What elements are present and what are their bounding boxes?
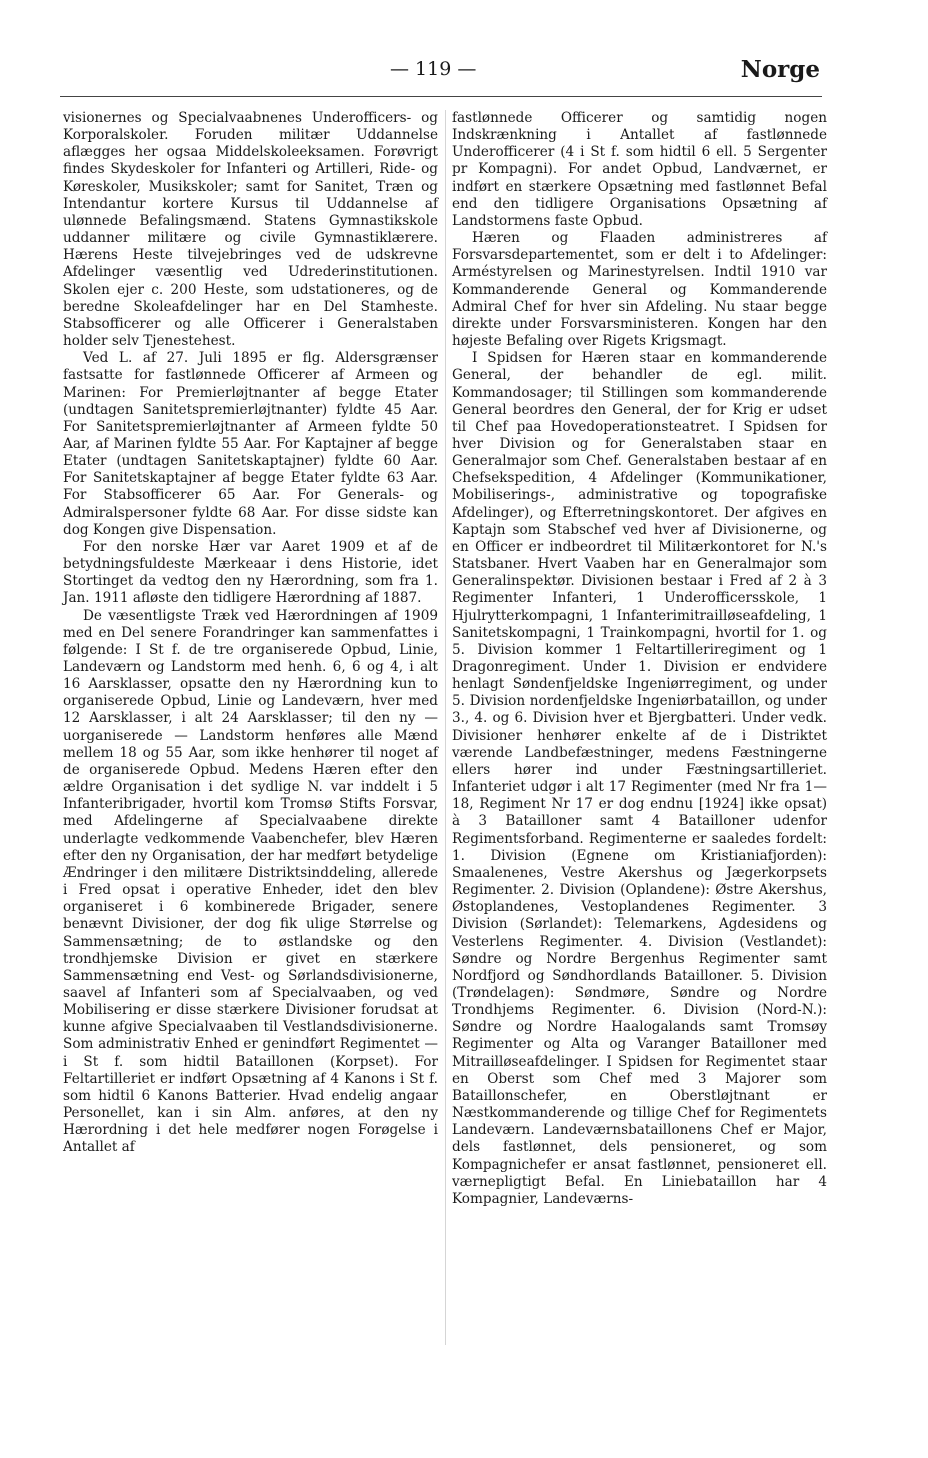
left-column <box>63 110 438 1157</box>
paragraph: visionernes og Specialvaabnenes Underofficers- og Korporalskoler. Foruden militær Uddannelse aflægges her ogsaa Middelskoleeksamen. Forøvrigt findes Skydeskoler for Infanteri og Artilleri, Ride- og Køreskoler, Musikskoler; samt for Sanitet, Træn og Intendantur kortere Kursus til Uddannelse af ulønnede Befalingsmænd. Statens Gymnastikskole uddanner militære og civile Gymnastiklærere. Hærens Heste tilvejebringes ved de udskrevne Afdelinger væsentlig ved Udrederinstitutionen. Skolen ejer c. 200 Heste, som udstationeres, og de beredne Skoleafdelinger har en Del Stamheste. Stabsofficerer og alle Officerer i Generalstaben holder selv Tjenestehest. <box>63 110 438 350</box>
page-header <box>60 58 820 92</box>
header-rule <box>60 96 822 97</box>
paragraph: Hæren og Flaaden administreres af Forsvarsdepartementet, som er delt i to Afdelinger: Arméstyrelsen og Marinestyrelsen. Indtil 1910 var Kommanderende General og Kommanderende Admiral Chef for hver sin Afdeling. Nu staar begge direkte under Forsvarsministeren. Kongen har den højeste Befaling over Rigets Krigsmagt. <box>452 230 827 350</box>
running-title: Norge <box>740 56 820 83</box>
paragraph: For den norske Hær var Aaret 1909 et af de betydningsfuldeste Mærkeaar i dens Historie, idet Stortinget da vedtog den ny Hærordning, som fra 1. Jan. 1911 afløste den tidligere Hærordning af 1887. <box>63 538 438 607</box>
paragraph: I Spidsen for Hæren staar en kommanderende General, der behandler de egl. milit. Kommandosager; til Stillingen som kommanderende General beordres den General, der for Krig er udset til Chef paa Hovedoperationsteatret. I Spidsen for hver Division og for Generalstaben staar en Generalmajor som Chef. Generalstaben bestaar af en Chefsekspedition, 4 Afdelinger (Kommunikationer, Mobiliserings-, administrative og topografiske Afdelinger), og Efterretningskontoret. Der afgives en Kaptajn som Stabschef ved hver af Divisionerne, og en Officer er indbeordret til Militærkontoret for N.'s Statsbaner. Hvert Vaaben har en Generalmajor som Generalinspektør. Divisionen bestaar i Fred af 2 à 3 Regimenter Infanteri, 1 Underofficersskole, 1 Hjulrytterkompagni, 1 Infanterimitrailløseafdeling, 1 Sanitetskompagni, 1 Trainkompagni, hvortil for 1. og 5. Division kommer 1 Feltartilleriregiment og 1 Dragonregiment. Under 1. Division er endvidere henlagt Søndenfjeldske Ingeniørregiment, og under 5. Division nordenfjeldske Ingeniørbataillon, og under 3., 4. og 6. Division hver et Bjergbatteri. Under vedk. Divisioner henhører enkelte af de i Distriktet værende Landbefæstninger, medens Fæstningerne ellers hører ind under Fæstningsartilleriet. Infanteriet udgør i alt 17 Regimenter (med Nr fra 1—18, Regiment Nr 17 er dog endnu [1924] ikke opsat) à 3 Batailloner samt 4 Batailloner udenfor Regimentsforband. Regimenterne er saaledes fordelt: 1. Division (Egnene om Kristianiafjorden): Smaalenenes, Vestre Akershus og Jægerkorpsets Regimenter. 2. Division (Oplandene): Østre Akershus, Østoplandenes, Vestoplandenes Regimenter. 3 Division (Sørlandet): Telemarkens, Agdesidens og Vesterlens Regimenter. 4. Division (Vestlandet): Søndre og Nordre Bergenhus Regimenter samt Nordfjord og Søndhordlands Batailloner. 5. Division (Trøndelagen): Søndmøre, Søndre og Nordre Trondhjems Regimenter. 6. Division (Nord-N.): Søndre og Nordre Haalogalands samt Tromsøy Regimenter og Alta og Varanger Batailloner med Mitrailløseafdelinger. I Spidsen for Regimentet staar en Oberst som Chef med 3 Majorer som Bataillonschefer, en Oberstløjtnant er Næstkommanderende og tillige Chef for Regimentets Landeværn. Landeværnsbataillonens Chef er Major, dels fastlønnet, dels pensioneret, og som Kompagnichefer er ansat fastlønnet, pensioneret ell. værnepligtigt Befal. En Liniebataillon har 4 Kompagnier, Landeværns- <box>452 350 827 1207</box>
page-number: — 119 — <box>390 58 477 80</box>
paragraph: Ved L. af 27. Juli 1895 er flg. Aldersgrænser fastsatte for fastlønnede Officerer af Armeen og Marinen: For Premierløjtnanter af begge Etater (undtagen Sanitetspremierløjtnanter) fyldte 45 Aar. For Sanitetspremierløjtnanter af Armeen fyldte 50 Aar, af Marinen fyldte 55 Aar. For Kaptajner af begge Etater (undtagen Sanitetskaptajner) fyldte 60 Aar. For Sanitetskaptajner af begge Etater fyldte 63 Aar. For Stabsofficerer 65 Aar. For Generals- og Admiralspersoner fyldte 68 Aar. For disse sidste kan dog Kongen give Dispensation. <box>63 350 438 538</box>
column-divider <box>445 110 446 1345</box>
right-column <box>452 110 827 1208</box>
paragraph: fastlønnede Officerer og samtidig nogen Indskrænkning i Antallet af fastlønnede Underofficerer (4 i St f. som hidtil 6 ell. 5 Sergenter pr Kompagni). For andet Opbud, Landværnet, er indført en stærkere Opsætning med fastlønnet Befal end den tidligere Organisations Opsætning af Landstormens faste Opbud. <box>452 110 827 229</box>
paragraph: De væsentligste Træk ved Hærordningen af 1909 med en Del senere Forandringer kan sammenfattes i følgende: I St f. de tre organiserede Opbud, Linie, Landeværn og Landstorm med henh. 6, 6 og 4, i alt 16 Aarsklasser, opsatte den ny Hærordning kun to organiserede Opbud, Linie og Landeværn, hver med 12 Aarsklasser, i alt 24 Aarsklasser; til den ny — uorganiserede — Landstorm henføres alle Mænd mellem 18 og 55 Aar, som ikke henhører til noget af de organiserede Opbud. Medens Hæren efter den ældre Organisation i det sydlige N. var inddelt i 5 Infanteribrigader, hvortil kom Tromsø Stifts Forsvar, med Afdelingerne af Specialvaabene direkte underlagte vedkommende Vaabenchefer, blev Hæren efter den ny Organisation, der har medført betydelige Ændringer i den militære Distriktsinddeling, allerede i Fred opsat i operative Enheder, idet den blev organiseret i 6 kombinerede Brigader, senere benævnt Divisioner, der dog fik ulige Størrelse og Sammensætning; de to østlandske og den trondhjemske Division er givet en stærkere Sammensætning end Vest- og Sørlandsdivisionerne, saavel af Infanteri som af Specialvaaben, og ved Mobilisering er disse stærkere Divisioner forudsat at kunne afgive Specialvaaben til Vestlandsdivisionerne. Som administrativ Enhed er genindført Regimentet — i St f. som hidtil Bataillonen (Korpset). For Feltartilleriet er indført Opsætning af 4 Kanons i St f. som hidtil 6 Kanons Batterier. Hvad endelig angaar Personellet, kan i sin Alm. anføres, at den ny Hærordning i det hele medfører nogen Forøgelse i Antallet af <box>63 607 438 1156</box>
